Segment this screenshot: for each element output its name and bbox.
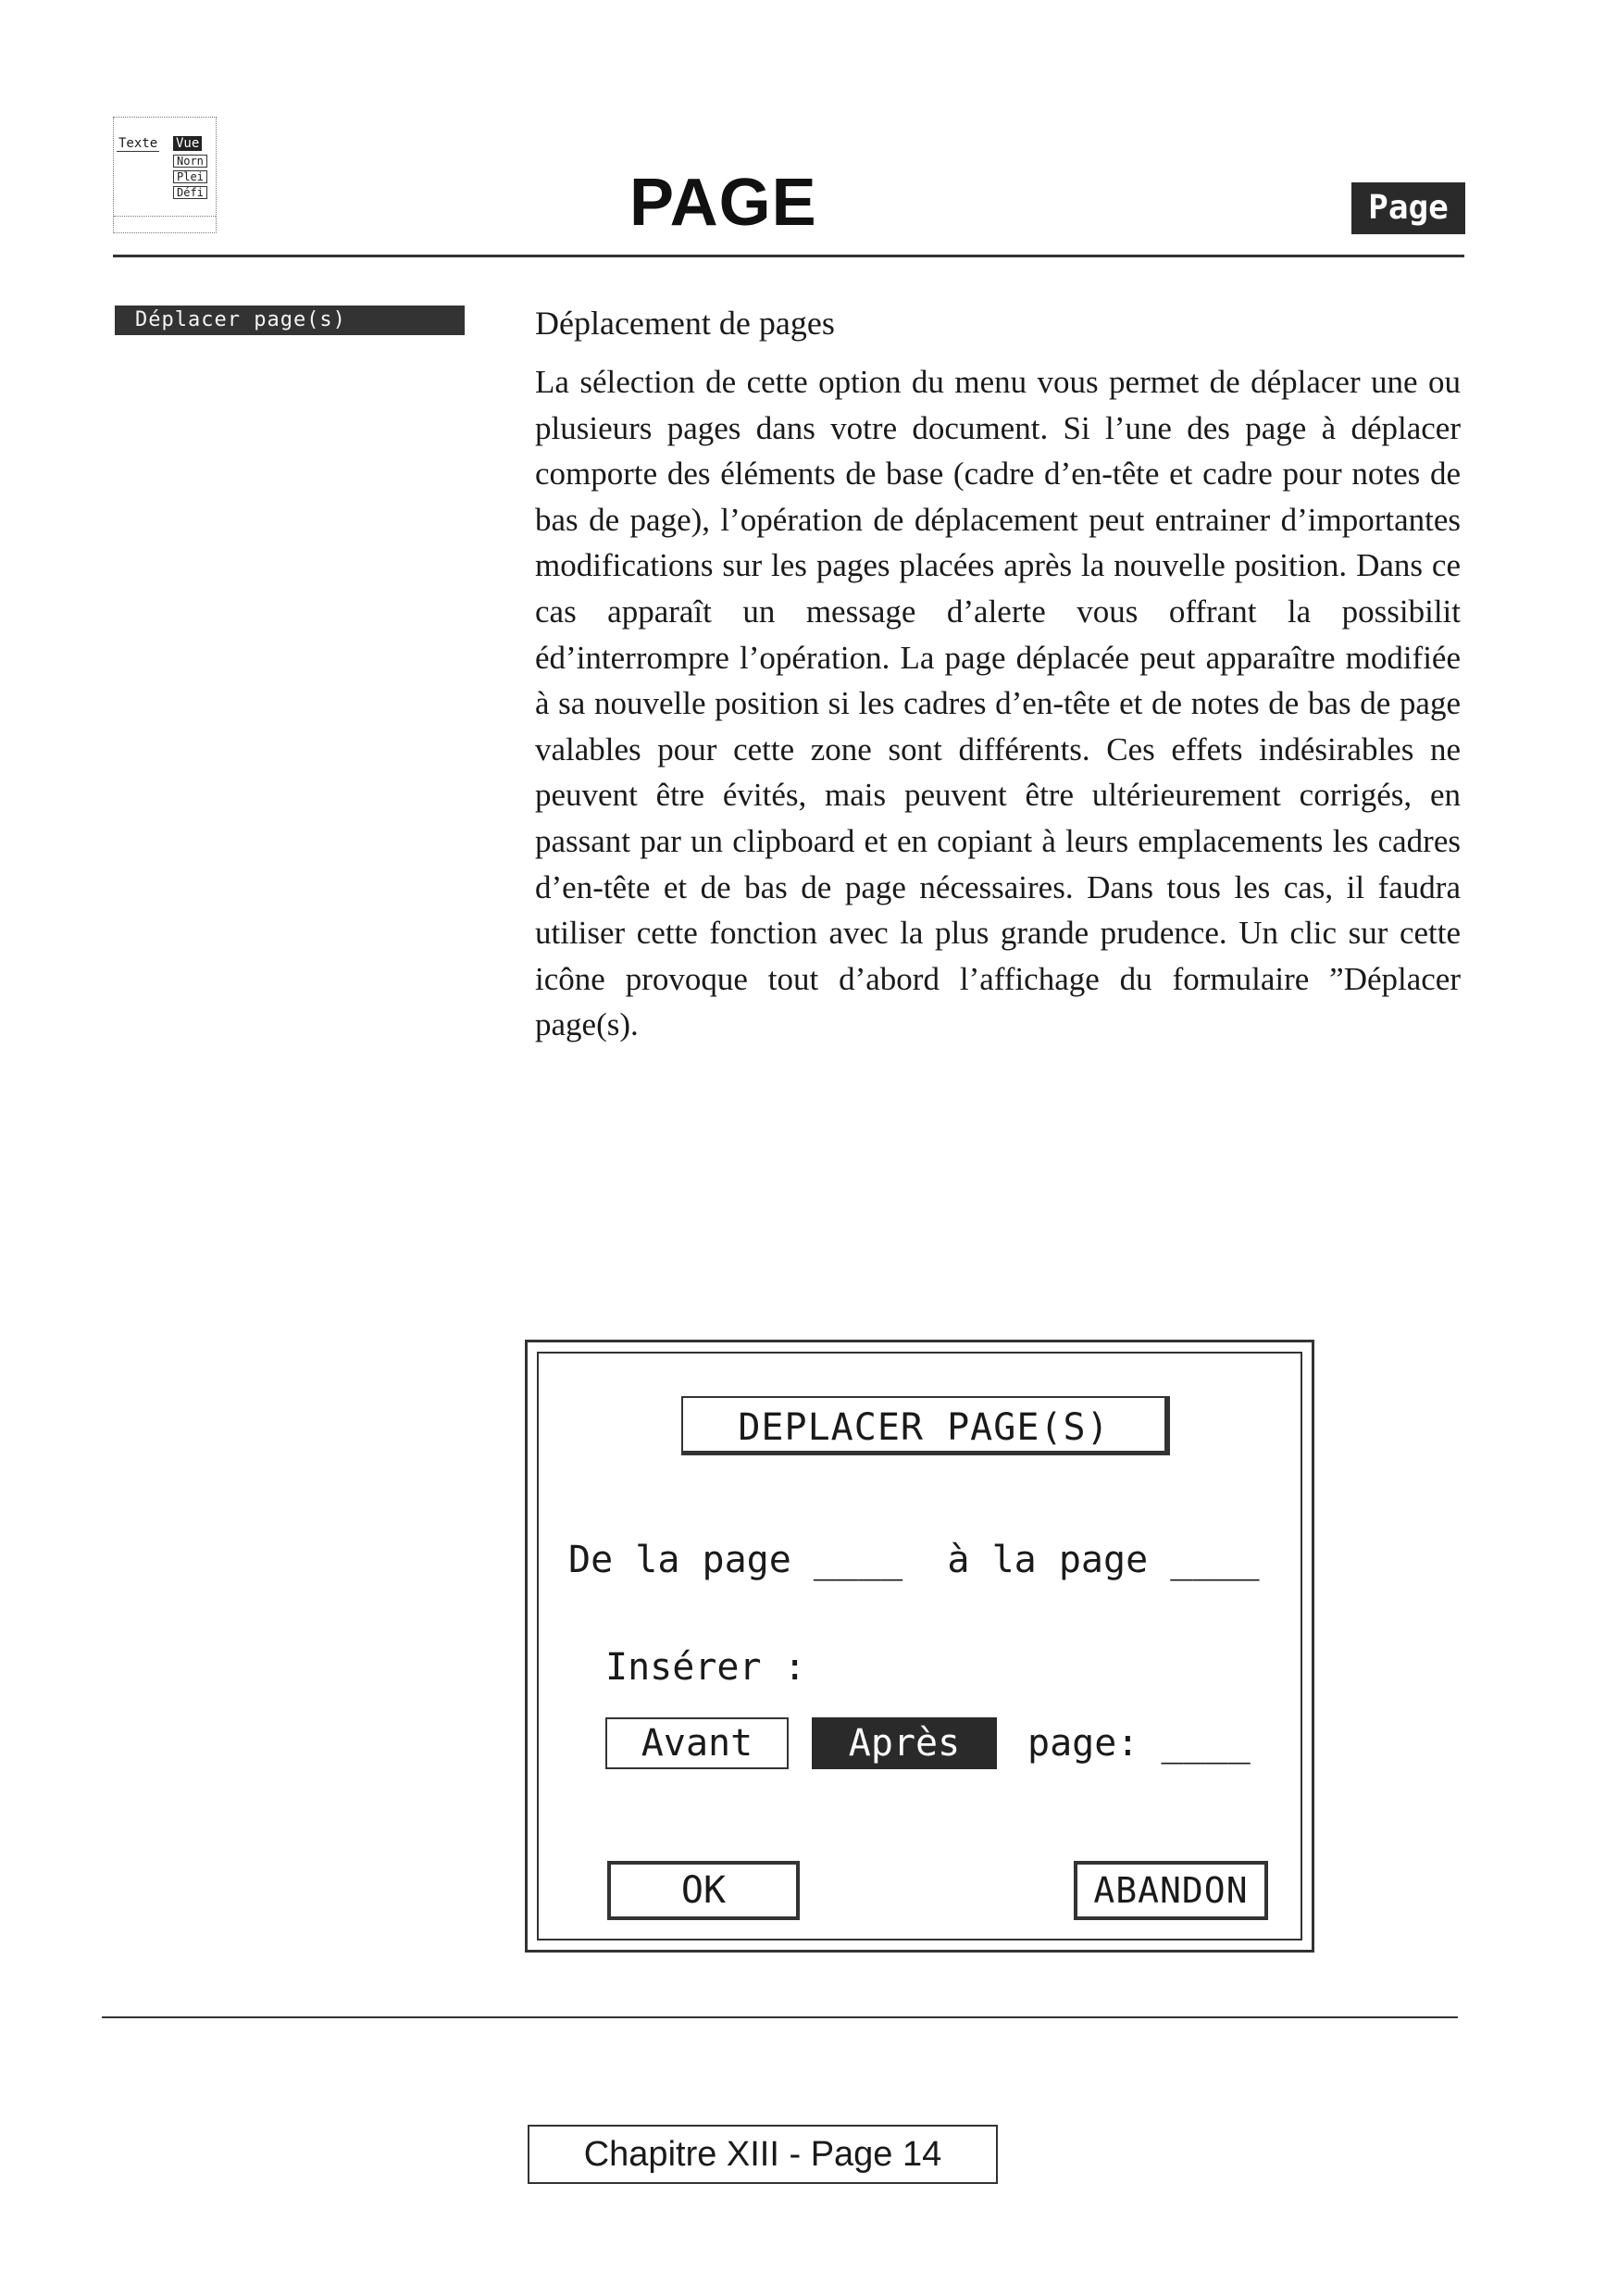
to-page-label: à la page [947, 1539, 1149, 1581]
side-label: Déplacer page(s) [115, 306, 465, 335]
page-title: PAGE [629, 166, 817, 240]
cancel-button[interactable]: ABANDON [1074, 1861, 1268, 1920]
from-page-field[interactable]: ____ [813, 1539, 903, 1581]
dialog-frame [537, 1352, 1302, 1940]
to-page-field[interactable]: ____ [1170, 1539, 1260, 1581]
insert-label: Insérer : [605, 1646, 806, 1689]
mini-menu-item: Plei [173, 170, 207, 183]
page-range-row [568, 1539, 1260, 1581]
footer-divider [102, 2016, 1458, 2018]
mini-menu-icon [113, 117, 217, 233]
dialog-title: DEPLACER PAGE(S) [681, 1396, 1170, 1455]
target-page-row [1027, 1722, 1251, 1765]
page-badge: Page [1351, 182, 1465, 234]
before-button[interactable]: Avant [605, 1717, 789, 1769]
mini-menu-item: Norn [173, 155, 207, 168]
header-divider [113, 255, 1464, 257]
target-page-label: page: [1027, 1722, 1139, 1765]
from-page-label: De la page [568, 1539, 791, 1581]
after-button[interactable]: Après [812, 1717, 997, 1769]
footer-page-number: Chapitre XIII - Page 14 [528, 2125, 998, 2184]
mini-menu-texte: Texte [118, 136, 158, 151]
mini-menu-vue: Vue [173, 136, 202, 151]
mini-menu-item: Défi [173, 186, 207, 199]
ok-button[interactable]: OK [607, 1861, 800, 1920]
target-page-field[interactable]: ____ [1161, 1722, 1251, 1765]
mini-menu-divider [114, 216, 216, 217]
move-pages-dialog [525, 1340, 1314, 1953]
section-heading: Déplacement de pages [535, 305, 835, 342]
body-paragraph: La sélection de cette option du menu vous permet de déplacer une ou plusieurs pages dans votre document. Si l’une des page à déplacer comporte des éléments de base (cadre d’en-tête et cadre pour notes de bas de page), l’opération de déplacement peut entrainer d’importantes modifications sur les pages placées après la nouvelle position. Dans ce cas apparaît un message d’alerte vous offrant la possibilit éd’interrompre l’opération. La page déplacée peut apparaître modifiée à sa nouvelle position si les cadres d’en-tête et de notes de bas de page valables pour cette zone sont différents. Ces effets indésirables ne peuvent être évités, mais peuvent être ultérieurement corrigés, en passant par un clipboard et en copiant à leurs emplacements les cadres d’en-tête et de bas de page nécessaires. Dans tous les cas, il faudra utiliser cette fonction avec la plus grande prudence. Un clic sur cette icône provoque tout d’abord l’affichage du formulaire ”Déplacer page(s). [535, 364, 1461, 1043]
